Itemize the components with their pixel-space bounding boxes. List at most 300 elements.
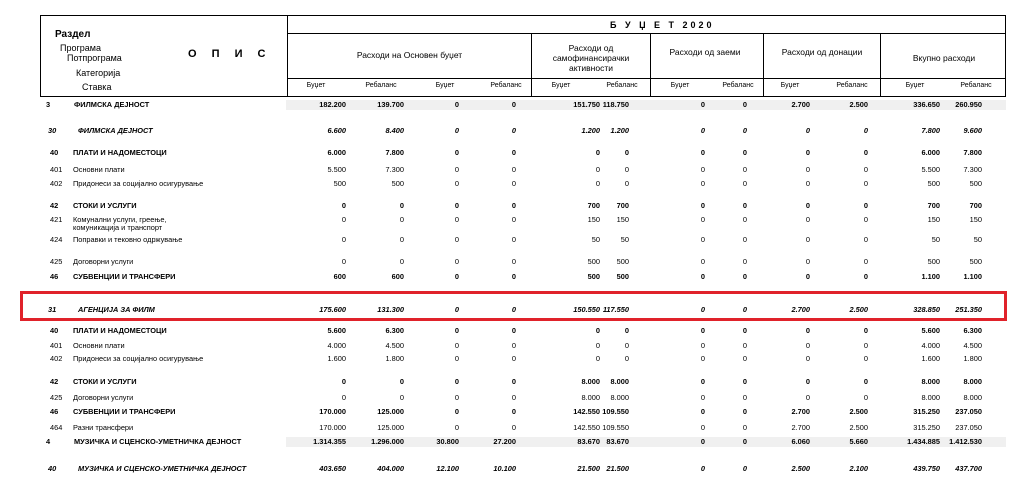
row-label: ПЛАТИ И НАДОМЕСТОЦИ: [73, 148, 167, 157]
row-value: 0: [454, 407, 459, 416]
row-value: 0: [341, 377, 346, 386]
row-code: 40: [50, 326, 59, 335]
row-value: 500: [969, 257, 982, 266]
subheader-budget: Буџет: [551, 82, 571, 89]
row-value: 0: [511, 179, 516, 188]
row-value: 0: [805, 126, 810, 135]
row-value: 0: [624, 179, 629, 188]
row-value: 0: [742, 407, 747, 416]
row-value: 0: [805, 179, 810, 188]
row-value: 8.400: [385, 126, 404, 135]
row-value: 175.600: [319, 305, 346, 314]
row-value: 8.000: [921, 377, 940, 386]
row-label: Разни трансфери: [73, 423, 134, 432]
row-label: СУБВЕНЦИИ И ТРАНСФЕРИ: [73, 272, 176, 281]
row-value: 0: [805, 257, 810, 266]
row-value: 150.550: [573, 305, 600, 314]
group-divider-2: [650, 33, 651, 97]
group-divider-3: [763, 33, 764, 97]
group-zaemi: Расходи од заеми: [669, 47, 741, 57]
row-value: 6.000: [327, 148, 346, 157]
row-value: 142.550: [573, 423, 600, 432]
row-value: 118.750: [602, 100, 629, 109]
row-value: 0: [863, 272, 868, 281]
row-value: 150: [927, 215, 940, 224]
row-label: СТОКИ И УСЛУГИ: [73, 201, 137, 210]
row-label: МУЗИЧКА И СЦЕНСКО-УМЕТНИЧКА ДЕЈНОСТ: [74, 437, 242, 446]
row-value: 0: [341, 235, 346, 244]
row-code: 4: [46, 437, 51, 446]
row-value: 0: [742, 179, 747, 188]
row-value: 6.300: [963, 326, 982, 335]
group-osnoven-budget: Расходи на Основен буџет: [356, 50, 463, 60]
row-value: 500: [587, 272, 600, 281]
row-value: 0: [805, 354, 810, 363]
row-value: 6.060: [791, 437, 810, 446]
row-value: 0: [863, 215, 868, 224]
row-value: 10.100: [493, 464, 516, 473]
header-top-border: [40, 15, 1006, 16]
subheader-rebalans: Ребаланс: [490, 82, 522, 89]
row-value: 0: [805, 272, 810, 281]
header-right-border: [1005, 15, 1006, 97]
row-value: 0: [863, 341, 868, 350]
header-budget-divider: [287, 33, 1006, 34]
row-value: 0: [700, 201, 705, 210]
row-value: 0: [700, 464, 705, 473]
row-code: 464: [50, 423, 63, 432]
header-kategorija: Категорија: [76, 68, 121, 78]
row-code: 31: [48, 305, 57, 314]
row-value: 142.550: [573, 407, 600, 416]
row-value: 125.000: [377, 423, 404, 432]
row-value: 0: [511, 377, 516, 386]
row-value: 0: [454, 326, 459, 335]
subheader-budget: Буџет: [670, 82, 690, 89]
row-label: Комунални услуги, греење, комуникација и транспорт: [73, 215, 167, 233]
row-value: 109.550: [602, 407, 629, 416]
row-value: 500: [927, 179, 940, 188]
row-value: 8.000: [963, 393, 982, 402]
row-value: 8.000: [581, 393, 600, 402]
subheader-budget: Буџет: [780, 82, 800, 89]
row-value: 0: [742, 354, 747, 363]
row-value: 2.500: [791, 464, 810, 473]
highlight-box: [20, 291, 1007, 321]
row-value: 109.550: [602, 423, 629, 432]
group-divider-1: [531, 33, 532, 97]
row-code: 3: [46, 100, 51, 109]
row-value: 150: [616, 215, 629, 224]
row-value: 2.700: [791, 305, 810, 314]
row-code: 425: [50, 393, 63, 402]
row-label: Договорни услуги: [73, 257, 134, 266]
row-value: 2.700: [791, 100, 810, 109]
row-value: 0: [863, 165, 868, 174]
row-value: 0: [595, 326, 600, 335]
row-value: 131.300: [377, 305, 404, 314]
row-value: 0: [805, 215, 810, 224]
row-value: 0: [805, 377, 810, 386]
row-value: 0: [511, 126, 516, 135]
row-value: 0: [624, 326, 629, 335]
row-label: Поправки и тековно одржување: [73, 235, 183, 244]
row-value: 500: [587, 257, 600, 266]
row-value: 0: [805, 326, 810, 335]
row-code: 424: [50, 235, 63, 244]
row-label: ФИЛМСКА ДЕЈНОСТ: [78, 126, 153, 135]
row-code: 401: [50, 165, 63, 174]
row-value: 0: [863, 148, 868, 157]
row-value: 4.000: [327, 341, 346, 350]
row-value: 500: [927, 257, 940, 266]
row-value: 0: [341, 393, 346, 402]
row-value: 6.000: [921, 148, 940, 157]
row-value: 1.600: [921, 354, 940, 363]
row-value: 0: [454, 341, 459, 350]
header-bottom-border: [40, 96, 1006, 97]
row-value: 0: [454, 393, 459, 402]
row-value: 0: [700, 393, 705, 402]
row-value: 500: [333, 179, 346, 188]
row-code: 402: [50, 179, 63, 188]
row-value: 0: [700, 354, 705, 363]
row-label: Придонеси за социјално осигурување: [73, 179, 204, 188]
row-value: 0: [511, 272, 516, 281]
row-value: 7.300: [963, 165, 982, 174]
row-value: 2.500: [849, 305, 868, 314]
row-value: 500: [391, 179, 404, 188]
row-value: 170.000: [319, 407, 346, 416]
subheader-budget: Буџет: [306, 82, 326, 89]
row-value: 500: [616, 272, 629, 281]
row-value: 7.800: [963, 148, 982, 157]
row-label: Договорни услуги: [73, 393, 134, 402]
row-value: 0: [511, 326, 516, 335]
row-value: 0: [700, 272, 705, 281]
row-value: 0: [700, 377, 705, 386]
row-value: 0: [454, 423, 459, 432]
row-value: 0: [454, 201, 459, 210]
row-value: 5.500: [921, 165, 940, 174]
row-value: 27.200: [493, 437, 516, 446]
row-value: 1.200: [581, 126, 600, 135]
subheader-budget: Буџет: [435, 82, 455, 89]
row-value: 328.850: [913, 305, 940, 314]
row-value: 8.000: [921, 393, 940, 402]
row-value: 0: [454, 354, 459, 363]
row-value: 0: [454, 272, 459, 281]
group-donacii: Расходи од донации: [781, 47, 863, 57]
row-value: 2.100: [849, 464, 868, 473]
row-value: 0: [454, 377, 459, 386]
row-value: 0: [742, 100, 747, 109]
row-code: 40: [50, 148, 59, 157]
row-value: 0: [700, 235, 705, 244]
row-value: 0: [742, 201, 747, 210]
row-value: 0: [700, 437, 705, 446]
row-value: 0: [511, 423, 516, 432]
row-value: 150: [587, 215, 600, 224]
row-value: 0: [454, 165, 459, 174]
row-code: 421: [50, 215, 63, 224]
row-value: 0: [511, 393, 516, 402]
row-code: 401: [50, 341, 63, 350]
row-value: 0: [742, 126, 747, 135]
row-value: 0: [511, 100, 516, 109]
row-value: 0: [511, 215, 516, 224]
row-value: 0: [624, 165, 629, 174]
row-value: 0: [742, 215, 747, 224]
row-label: ФИЛМСКА ДЕЈНОСТ: [74, 100, 150, 109]
row-value: 315.250: [913, 407, 940, 416]
row-value: 0: [454, 235, 459, 244]
row-value: 0: [454, 126, 459, 135]
row-value: 12.100: [436, 464, 459, 473]
row-value: 0: [700, 407, 705, 416]
row-value: 500: [969, 179, 982, 188]
row-value: 700: [927, 201, 940, 210]
row-value: 439.750: [913, 464, 940, 473]
row-value: 437.700: [955, 464, 982, 473]
row-value: 151.750: [573, 100, 600, 109]
row-value: 0: [595, 354, 600, 363]
row-code: 425: [50, 257, 63, 266]
subheader-rebalans: Ребаланс: [365, 82, 397, 89]
row-value: 0: [700, 100, 705, 109]
row-value: 700: [616, 201, 629, 210]
row-value: 0: [399, 215, 404, 224]
row-value: 600: [391, 272, 404, 281]
header-stavka: Ставка: [82, 82, 112, 92]
row-value: 500: [616, 257, 629, 266]
header-potprograma: Потпрограма: [67, 53, 122, 63]
row-value: 0: [742, 272, 747, 281]
row-value: 0: [511, 235, 516, 244]
row-value: 4.000: [921, 341, 940, 350]
row-value: 0: [700, 423, 705, 432]
row-value: 0: [595, 148, 600, 157]
subheader-budget: Буџет: [905, 82, 925, 89]
row-label: МУЗИЧКА И СЦЕНСКО-УМЕТНИЧКА ДЕЈНОСТ: [78, 464, 247, 473]
row-value: 1.100: [963, 272, 982, 281]
row-code: 40: [48, 464, 57, 473]
row-value: 1.314.355: [313, 437, 346, 446]
row-value: 0: [595, 179, 600, 188]
row-value: 600: [333, 272, 346, 281]
row-value: 2.700: [791, 407, 810, 416]
row-label: ПЛАТИ И НАДОМЕСТОЦИ: [73, 326, 167, 335]
row-value: 237.050: [955, 423, 982, 432]
row-value: 1.200: [610, 126, 629, 135]
row-label: СУБВЕНЦИИ И ТРАНСФЕРИ: [73, 407, 176, 416]
row-value: 8.000: [581, 377, 600, 386]
row-value: 0: [595, 341, 600, 350]
row-value: 8.000: [610, 393, 629, 402]
row-value: 9.600: [963, 126, 982, 135]
row-value: 6.600: [327, 126, 346, 135]
header-programa: Програма: [60, 43, 101, 53]
row-value: 0: [863, 354, 868, 363]
row-value: 0: [863, 393, 868, 402]
row-value: 251.350: [955, 305, 982, 314]
row-value: 0: [742, 148, 747, 157]
row-value: 0: [805, 393, 810, 402]
row-value: 50: [620, 235, 629, 244]
row-value: 150: [969, 215, 982, 224]
row-value: 0: [805, 201, 810, 210]
row-value: 0: [399, 201, 404, 210]
header-budget-title: Б У Џ Е Т 2020: [610, 20, 715, 30]
row-value: 0: [805, 341, 810, 350]
row-value: 7.800: [385, 148, 404, 157]
row-value: 0: [863, 126, 868, 135]
row-value: 0: [624, 354, 629, 363]
row-value: 5.500: [327, 165, 346, 174]
row-value: 0: [399, 257, 404, 266]
row-value: 0: [805, 148, 810, 157]
row-value: 7.300: [385, 165, 404, 174]
row-value: 8.000: [963, 377, 982, 386]
row-value: 0: [700, 126, 705, 135]
row-value: 700: [587, 201, 600, 210]
row-code: 46: [50, 407, 59, 416]
header-opis: О П И С: [188, 48, 272, 60]
row-value: 125.000: [377, 407, 404, 416]
row-value: 1.800: [385, 354, 404, 363]
row-value: 4.500: [963, 341, 982, 350]
row-value: 0: [624, 148, 629, 157]
row-value: 182.200: [319, 100, 346, 109]
row-value: 5.600: [327, 326, 346, 335]
row-value: 0: [595, 165, 600, 174]
row-value: 403.650: [319, 464, 346, 473]
subheader-rebalans: Ребаланс: [606, 82, 638, 89]
row-value: 0: [700, 165, 705, 174]
row-value: 0: [863, 235, 868, 244]
row-code: 30: [48, 126, 57, 135]
row-value: 0: [700, 257, 705, 266]
row-value: 2.500: [849, 423, 868, 432]
row-value: 0: [341, 215, 346, 224]
row-value: 0: [805, 235, 810, 244]
row-value: 1.412.530: [949, 437, 982, 446]
row-value: 0: [700, 179, 705, 188]
row-value: 336.650: [913, 100, 940, 109]
row-value: 700: [969, 201, 982, 210]
row-value: 0: [742, 341, 747, 350]
row-label: АГЕНЦИЈА ЗА ФИЛМ: [78, 305, 155, 314]
row-value: 0: [454, 100, 459, 109]
group-samofinansirachki: Расходи од самофинансирачки активности: [552, 43, 630, 73]
row-value: 2.500: [849, 407, 868, 416]
row-value: 0: [742, 257, 747, 266]
row-value: 0: [863, 257, 868, 266]
row-label: Основни плати: [73, 341, 125, 350]
row-value: 0: [742, 305, 747, 314]
row-value: 0: [399, 377, 404, 386]
header-razdel: Раздел: [55, 29, 91, 40]
row-value: 0: [700, 305, 705, 314]
row-value: 0: [511, 305, 516, 314]
row-value: 2.500: [849, 100, 868, 109]
row-code: 46: [50, 272, 59, 281]
row-value: 170.000: [319, 423, 346, 432]
row-code: 42: [50, 377, 59, 386]
row-value: 30.800: [436, 437, 459, 446]
row-value: 0: [511, 257, 516, 266]
row-value: 0: [863, 326, 868, 335]
group-vkupno: Вкупно расходи: [912, 53, 976, 63]
row-value: 0: [742, 393, 747, 402]
row-value: 83.670: [606, 437, 629, 446]
row-value: 0: [399, 393, 404, 402]
row-value: 0: [863, 179, 868, 188]
row-value: 0: [742, 165, 747, 174]
row-value: 4.500: [385, 341, 404, 350]
subheader-rebalans: Ребаланс: [722, 82, 754, 89]
row-value: 2.700: [791, 423, 810, 432]
row-value: 0: [399, 235, 404, 244]
row-value: 0: [863, 377, 868, 386]
row-code: 402: [50, 354, 63, 363]
row-value: 0: [742, 437, 747, 446]
row-value: 50: [931, 235, 940, 244]
row-value: 83.670: [577, 437, 600, 446]
row-value: 315.250: [913, 423, 940, 432]
row-value: 0: [700, 341, 705, 350]
row-value: 0: [624, 341, 629, 350]
row-value: 117.550: [602, 305, 629, 314]
row-value: 0: [454, 215, 459, 224]
row-value: 0: [454, 179, 459, 188]
row-value: 0: [454, 257, 459, 266]
row-value: 237.050: [955, 407, 982, 416]
row-value: 260.950: [955, 100, 982, 109]
row-value: 1.800: [963, 354, 982, 363]
row-value: 1.434.885: [907, 437, 940, 446]
row-value: 0: [511, 148, 516, 157]
row-value: 0: [700, 215, 705, 224]
row-value: 1.296.000: [371, 437, 404, 446]
row-value: 0: [742, 326, 747, 335]
row-value: 50: [973, 235, 982, 244]
row-value: 0: [454, 305, 459, 314]
subheader-rebalans: Ребаланс: [836, 82, 868, 89]
row-label: Придонеси за социјално осигурување: [73, 354, 204, 363]
row-value: 0: [454, 148, 459, 157]
row-label: СТОКИ И УСЛУГИ: [73, 377, 137, 386]
row-value: 0: [341, 257, 346, 266]
row-value: 404.000: [377, 464, 404, 473]
row-value: 8.000: [610, 377, 629, 386]
row-value: 0: [742, 464, 747, 473]
row-value: 0: [341, 201, 346, 210]
row-value: 21.500: [577, 464, 600, 473]
row-value: 0: [511, 165, 516, 174]
row-value: 50: [591, 235, 600, 244]
row-value: 0: [511, 407, 516, 416]
row-value: 0: [742, 377, 747, 386]
row-code: 42: [50, 201, 59, 210]
row-value: 0: [863, 201, 868, 210]
row-value: 0: [742, 423, 747, 432]
row-value: 0: [511, 354, 516, 363]
group-divider-4: [880, 33, 881, 97]
header-sub-divider: [287, 78, 1006, 79]
row-value: 0: [805, 165, 810, 174]
row-value: 0: [700, 148, 705, 157]
